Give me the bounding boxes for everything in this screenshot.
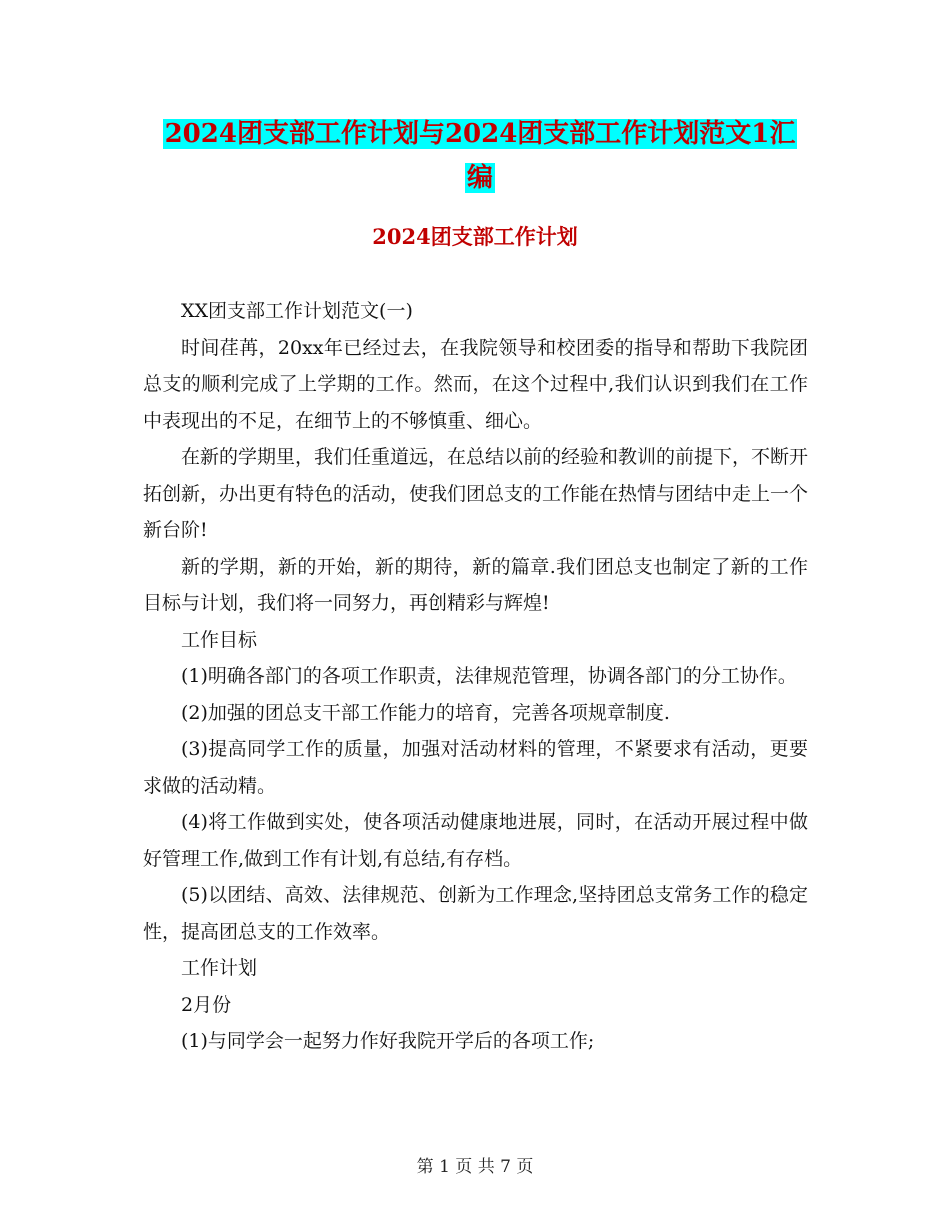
title-line-1: 2024团支部工作计划与2024团支部工作计划范文1汇 (164, 119, 796, 149)
paragraph-month-february: 2月份 (181, 993, 232, 1016)
paragraph-plan-item-1: (1)与同学会一起努力作好我院开学后的各项工作; (181, 1030, 595, 1052)
paragraph-goal-2: (2)加强的团总支干部工作能力的培育，完善各项规章制度. (181, 701, 670, 724)
paragraph-goal-4: (4)将工作做到实处，使各项活动健康地进展，同时，在活动开展过程中做好管理工作,做到工作有计划,有总结,有存档。 (143, 811, 808, 870)
paragraph-goal-5: (5)以团结、高效、法律规范、创新为工作理念,坚持团总支常务工作的稳定性，提高团总支的工作效率。 (143, 884, 808, 943)
paragraph-subtitle: XX团支部工作计划范文(一) (181, 300, 413, 322)
paragraph-plan-heading: 工作计划 (181, 957, 258, 979)
paragraph-goals-heading: 工作目标 (181, 628, 258, 651)
paragraph-new-start: 新的学期，新的开始，新的期待，新的篇章.我们团总支也制定了新的工作目标与计划，我们将一同努力，再创精彩与辉煌! (143, 555, 808, 614)
paragraph-intro: 时间荏苒，20xx年已经过去，在我院领导和校团委的指导和帮助下我院团总支的顺利完成了上学期的工作。然而，在这个过程中,我们认识到我们在工作中表现出的不足，在细节上的不够慎重、细心。 (143, 336, 808, 432)
section-heading: 2024团支部工作计划 (372, 224, 578, 249)
page-footer: 第 1 页 共 7 页 (416, 1157, 534, 1177)
paragraph-new-term: 在新的学期里，我们任重道远，在总结以前的经验和教训的前提下，不断开拓创新，办出更有特色的活动，使我们团总支的工作能在热情与团结中走上一个新台阶! (143, 446, 809, 541)
paragraph-goal-1: (1)明确各部门的各项工作职责，法律规范管理，协调各部门的分工协作。 (181, 665, 797, 687)
document-title (140, 112, 820, 200)
paragraph-goal-3: (3)提高同学工作的质量，加强对活动材料的管理，不紧要求有活动，更要求做的活动精。 (143, 738, 808, 797)
title-line-2: 编 (466, 163, 493, 193)
document-body (143, 293, 808, 1060)
